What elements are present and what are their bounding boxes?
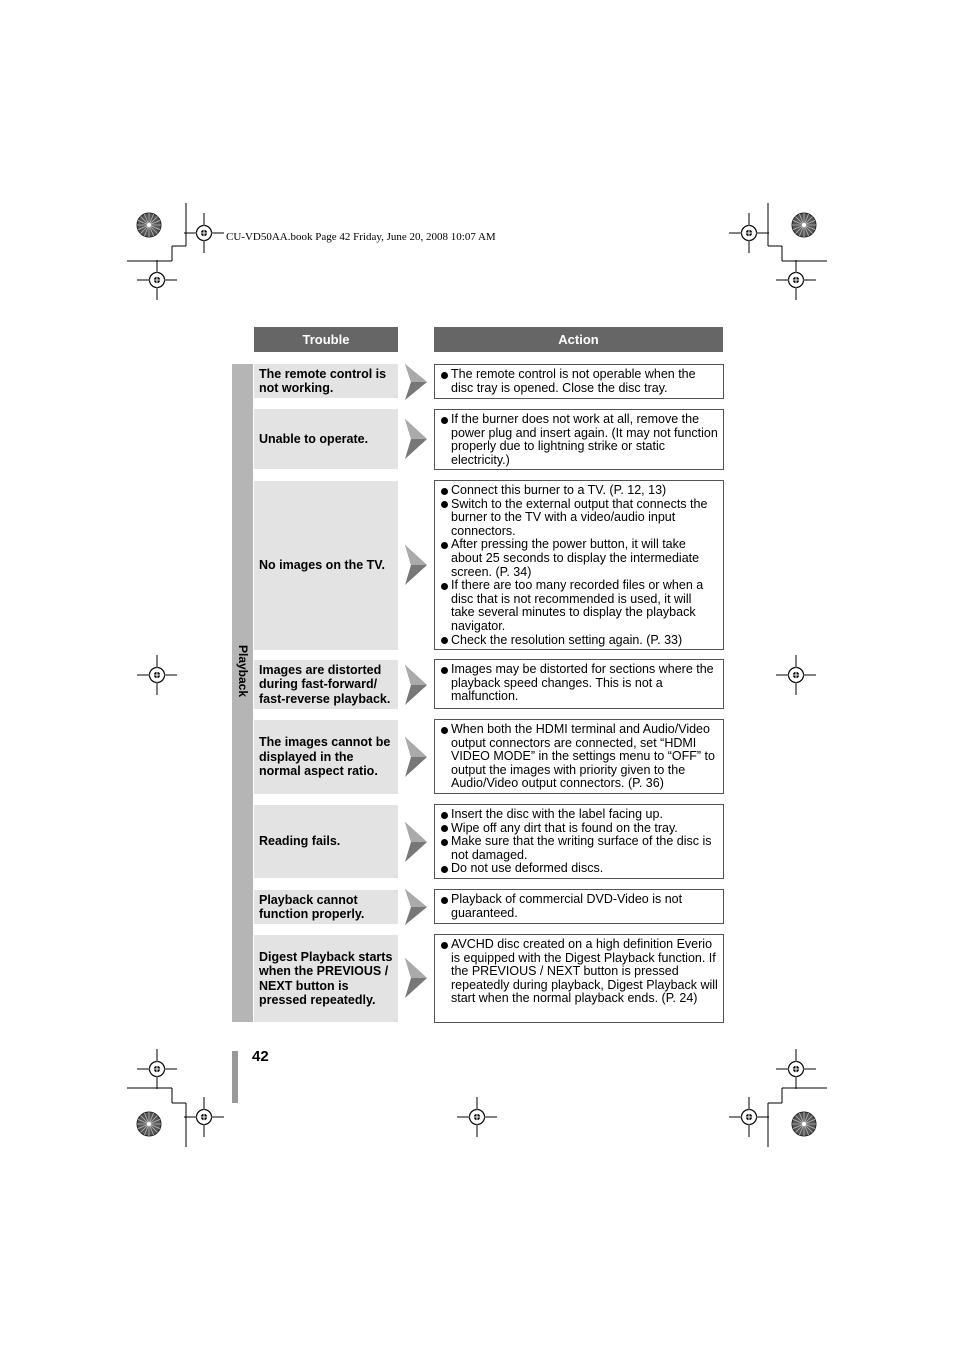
action-item: Switch to the external output that connects the burner to the TV with a video/audio input connectors. <box>440 498 718 539</box>
action-item: When both the HDMI terminal and Audio/Video output connectors are connected, set “HDMI VIDEO MODE” in the settings menu to “OFF” to output the images with priority given to the Audio/Video output connectors. (P. 36) <box>440 723 718 791</box>
trouble-column-header: Trouble <box>254 327 398 352</box>
page-number-bar <box>232 1051 238 1103</box>
action-item: If the burner does not work at all, remove the power plug and insert again. (It may not function properly due to lightning strike or static electricity.) <box>440 413 718 467</box>
trouble-cell: Reading fails. <box>254 805 398 878</box>
action-cell <box>434 659 724 709</box>
action-item: AVCHD disc created on a high definition Everio is equipped with the Digest Playback function. If the PREVIOUS / NEXT button is pressed repeatedly during playback, Digest Playback will start when the normal playback ends. (P. 24) <box>440 938 718 1006</box>
action-item: Insert the disc with the label facing up. <box>440 808 718 822</box>
arrow-icon <box>405 737 428 777</box>
action-item: Wipe off any dirt that is found on the tray. <box>440 822 718 836</box>
action-item: Make sure that the writing surface of the disc is not damaged. <box>440 835 718 862</box>
arrow-icon <box>405 364 428 400</box>
book-header: CU-VD50AA.book Page 42 Friday, June 20, 2008 10:07 AM <box>226 231 496 243</box>
arrow-icon <box>405 545 428 585</box>
action-cell <box>434 804 724 879</box>
action-cell <box>434 719 724 794</box>
trouble-cell: Playback cannot function properly. <box>254 890 398 924</box>
arrow-icon <box>405 889 428 925</box>
trouble-cell: The remote control is not working. <box>254 364 398 398</box>
action-item: Do not use deformed discs. <box>440 862 718 876</box>
action-item: The remote control is not operable when the disc tray is opened. Close the disc tray. <box>440 368 718 395</box>
arrow-icon <box>405 958 428 998</box>
action-column-header: Action <box>434 327 723 352</box>
section-label: Playback <box>235 644 250 698</box>
action-item: After pressing the power button, it will take about 25 seconds to display the intermediate screen. (P. 34) <box>440 538 718 579</box>
action-cell <box>434 934 724 1023</box>
trouble-cell: Unable to operate. <box>254 409 398 469</box>
section-tab <box>232 364 253 1022</box>
arrow-icon <box>405 822 428 862</box>
trouble-cell: No images on the TV. <box>254 481 398 650</box>
trouble-cell: The images cannot be displayed in the normal aspect ratio. <box>254 720 398 794</box>
action-item: Check the resolution setting again. (P. 33) <box>440 634 718 648</box>
action-item: If there are too many recorded files or when a disc that is not recommended is used, it will take several minutes to display the playback navigator. <box>440 579 718 633</box>
action-item: Playback of commercial DVD-Video is not guaranteed. <box>440 893 718 920</box>
arrow-icon <box>405 419 428 459</box>
action-cell <box>434 480 724 650</box>
page-number: 42 <box>252 1048 269 1065</box>
action-cell <box>434 364 724 399</box>
action-item: Images may be distorted for sections where the playback speed changes. This is not a malfunction. <box>440 663 718 704</box>
arrow-icon <box>405 665 428 705</box>
action-cell <box>434 889 724 924</box>
trouble-cell: Images are distorted during fast-forward/ fast-reverse playback. <box>254 660 398 709</box>
trouble-cell: Digest Playback starts when the PREVIOUS / NEXT button is pressed repeatedly. <box>254 935 398 1022</box>
action-item: Connect this burner to a TV. (P. 12, 13) <box>440 484 718 498</box>
action-cell <box>434 409 724 470</box>
